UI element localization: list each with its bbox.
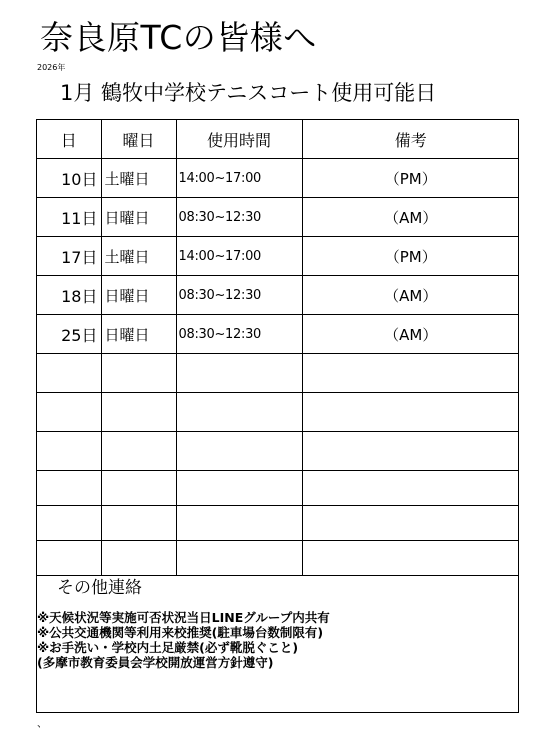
page-subtitle: 1月 鶴牧中学校テニスコート使用可能日 (60, 81, 437, 105)
cell-time: 08:30~12:30 (176, 198, 302, 237)
empty-cell (101, 506, 176, 541)
empty-cell (101, 541, 176, 576)
empty-cell (176, 393, 302, 432)
cell-note: （PM） (302, 159, 519, 198)
cell-time: 08:30~12:30 (176, 315, 302, 354)
cell-note: （AM） (302, 276, 519, 315)
empty-cell (302, 506, 519, 541)
column-header-note: 備考 (302, 120, 519, 159)
column-header-weekday: 曜日 (101, 120, 176, 159)
page-title: 奈良原TCの皆様へ (40, 18, 317, 57)
cell-day: 10日 (37, 159, 101, 198)
cell-day: 18日 (37, 276, 101, 315)
schedule-box (36, 119, 519, 713)
cell-day: 11日 (37, 198, 101, 237)
table-row (37, 198, 519, 237)
empty-cell (101, 471, 176, 506)
empty-row (37, 506, 519, 541)
cell-day: 25日 (37, 315, 101, 354)
cell-note: （PM） (302, 237, 519, 276)
note-line: (多摩市教育委員会学校開放運営方針遵守) (37, 655, 274, 670)
empty-row (37, 393, 519, 432)
empty-cell (37, 471, 101, 506)
table-row (37, 159, 519, 198)
cell-weekday: 日曜日 (101, 276, 176, 315)
note-line: ※公共交通機関等利用来校推奨(駐車場台数制限有) (37, 625, 324, 640)
notes-list (37, 610, 330, 670)
other-info-title: その他連絡 (57, 578, 142, 598)
empty-row (37, 471, 519, 506)
empty-cell (176, 471, 302, 506)
empty-cell (302, 541, 519, 576)
empty-cell (101, 354, 176, 393)
empty-cell (101, 432, 176, 471)
cell-weekday: 日曜日 (101, 198, 176, 237)
table-row (37, 276, 519, 315)
table-row (37, 237, 519, 276)
empty-cell (176, 354, 302, 393)
empty-cell (302, 354, 519, 393)
column-header-time: 使用時間 (176, 120, 302, 159)
empty-row (37, 432, 519, 471)
note-line: ※お手洗い・学校内土足厳禁(必ず靴脱ぐこと) (37, 640, 299, 655)
empty-cell (101, 393, 176, 432)
cell-time: 14:00~17:00 (176, 159, 302, 198)
empty-cell (37, 354, 101, 393)
year-label: 2026年 (37, 63, 66, 72)
empty-row (37, 541, 519, 576)
cell-time: 08:30~12:30 (176, 276, 302, 315)
empty-cell (37, 432, 101, 471)
table-row (37, 315, 519, 354)
stray-mark: 、 (37, 719, 47, 730)
cell-note: （AM） (302, 315, 519, 354)
schedule-table (37, 120, 519, 576)
empty-cell (37, 541, 101, 576)
cell-weekday: 土曜日 (101, 237, 176, 276)
empty-cell (302, 471, 519, 506)
empty-cell (302, 393, 519, 432)
empty-row (37, 354, 519, 393)
cell-weekday: 日曜日 (101, 315, 176, 354)
cell-time: 14:00~17:00 (176, 237, 302, 276)
empty-cell (37, 506, 101, 541)
empty-cell (176, 506, 302, 541)
cell-weekday: 土曜日 (101, 159, 176, 198)
empty-cell (302, 432, 519, 471)
table-header-row (37, 120, 519, 159)
cell-note: （AM） (302, 198, 519, 237)
column-header-day: 日 (37, 120, 101, 159)
cell-day: 17日 (37, 237, 101, 276)
note-line: ※天候状況等実施可否状況当日LINEグループ内共有 (37, 610, 330, 625)
empty-cell (176, 541, 302, 576)
empty-cell (37, 393, 101, 432)
empty-cell (176, 432, 302, 471)
